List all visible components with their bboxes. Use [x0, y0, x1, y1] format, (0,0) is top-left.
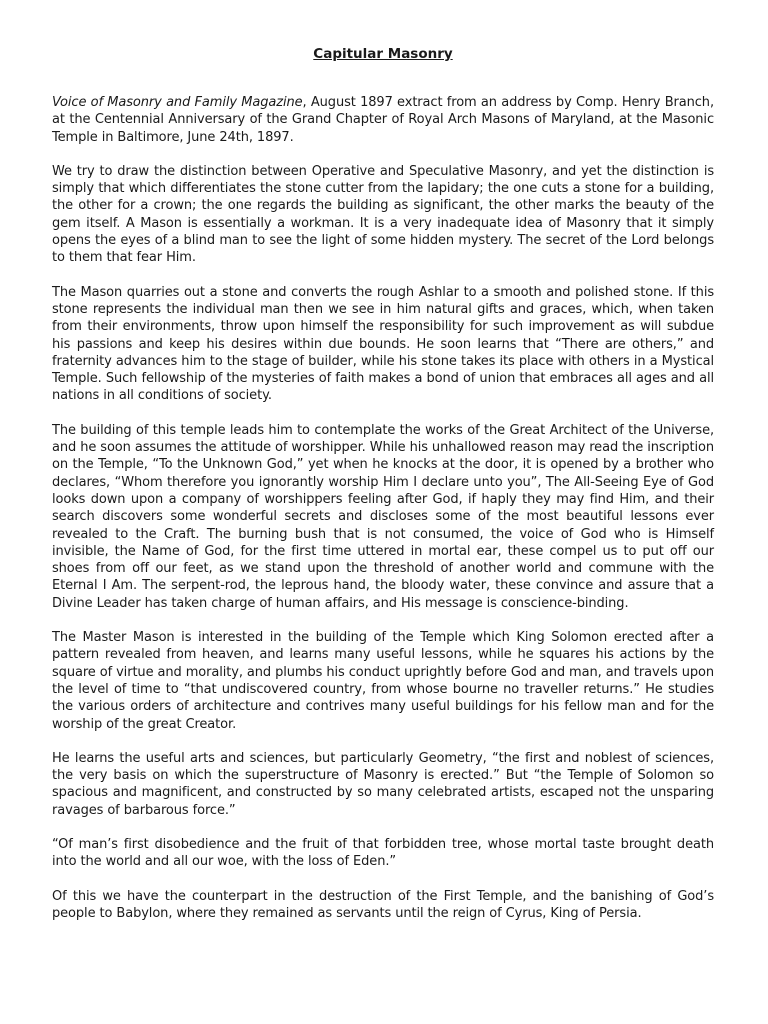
publication-name: Voice of Masonry and Family Magazine [52, 95, 303, 110]
body-paragraph-6: “Of man’s first disobedience and the fruit of that forbidden tree, whose mortal taste brought death into the world and all our woe, with the loss of Eden.” [52, 836, 714, 870]
document-page [52, 44, 714, 939]
intro-text: , August 1897 extract from an address by Comp. Henry Branch, at the Centennial Anniversary of the Grand Chapter of Royal Arch Masons of Maryland, at the Masonic Temple in Baltimore, June 24th, 1897. [52, 95, 714, 145]
body-paragraph-1: We try to draw the distinction between Operative and Speculative Masonry, and yet the distinction is simply that which differentiates the stone cutter from the lapidary; the one cuts a stone for a building, the other for a crown; the one regards the building as significant, the other marks the beauty of the gem itself. A Mason is essentially a workman. It is a very inadequate idea of Masonry that it simply opens the eyes of a blind man to see the light of some hidden mystery. The secret of the Lord belongs to them that fear Him. [52, 163, 714, 266]
intro-paragraph [52, 94, 714, 146]
body-paragraph-3: The building of this temple leads him to contemplate the works of the Great Architect of the Universe, and he soon assumes the attitude of worshipper. While his unhallowed reason may read the inscription on the Temple, “To the Unknown God,” yet when he knocks at the door, it is opened by a brother who declares, “Whom therefore you ignorantly worship Him I declare unto you”, The All-Seeing Eye of God looks down upon a company of worshippers feeling after God, if haply they may find Him, and their search discovers some wonderful secrets and discloses some of the most beautiful lessons ever revealed to the Craft. The burning bush that is not consumed, the voice of God who is Himself invisible, the Name of God, for the first time uttered in mortal ear, these compel us to put off our shoes from off our feet, as we stand upon the threshold of another world and commune with the Eternal I Am. The serpent-rod, the leprous hand, the bloody water, these convince and assure that a Divine Leader has taken charge of human affairs, and His message is conscience-binding. [52, 422, 714, 611]
body-paragraph-5: He learns the useful arts and sciences, but particularly Geometry, “the first and noblest of sciences, the very basis on which the superstructure of Masonry is erected.” But “the Temple of Solomon so spacious and magnificent, and constructed by so many celebrated artists, escaped not the unsparing ravages of barbarous force.” [52, 750, 714, 818]
document-title: Capitular Masonry [313, 46, 453, 62]
body-paragraph-2: The Mason quarries out a stone and converts the rough Ashlar to a smooth and polished stone. If this stone represents the individual man then we see in him natural gifts and graces, which, when taken from their environments, throw upon himself the responsibility for such improvement as will subdue his passions and keep his desires within due bounds. He soon learns that “There are others,” and fraternity advances him to the stage of builder, while his stone takes its place with others in a Mystical Temple. Such fellowship of the mysteries of faith makes a bond of union that embraces all ages and all nations in all conditions of society. [52, 284, 714, 404]
body-paragraph-4: The Master Mason is interested in the building of the Temple which King Solomon erected after a pattern revealed from heaven, and learns many useful lessons, while he squares his actions by the square of virtue and morality, and plumbs his conduct uprightly before God and man, and travels upon the level of time to “that undiscovered country, from whose bourne no traveller returns.” He studies the various orders of architecture and contrives many useful buildings for his fellow man and for the worship of the great Creator. [52, 630, 714, 732]
body-paragraph-7: Of this we have the counterpart in the destruction of the First Temple, and the banishing of God’s people to Babylon, where they remained as servants until the reign of Cyrus, King of Persia. [52, 888, 714, 921]
